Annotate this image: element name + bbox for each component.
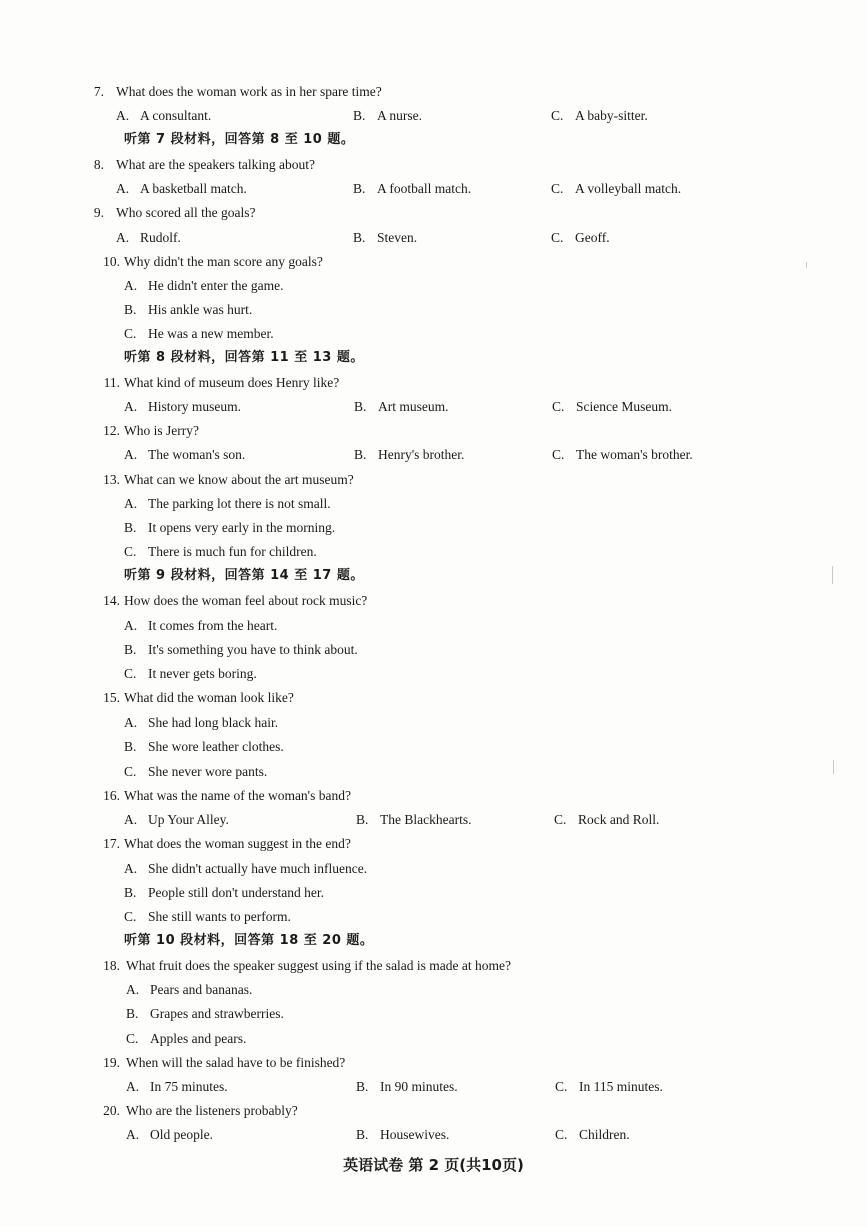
option-c	[554, 808, 659, 832]
option-label: B.	[356, 1079, 369, 1094]
option-text: She didn't actually have much influence.	[148, 861, 368, 876]
option-label: C.	[552, 399, 565, 414]
scan-mark	[833, 760, 834, 774]
option-label: A.	[124, 618, 138, 633]
question-7	[0, 80, 867, 104]
option-label: C.	[551, 230, 564, 245]
option-c	[0, 905, 867, 929]
option-label: B.	[124, 302, 137, 317]
scan-mark	[832, 566, 833, 584]
question-16	[0, 784, 867, 808]
question-number: 17.	[103, 836, 120, 851]
options-row	[0, 1075, 867, 1099]
question-text: Who is Jerry?	[124, 423, 199, 438]
option-label: C.	[124, 666, 137, 681]
section-instruction	[0, 564, 867, 588]
option-text: Up Your Alley.	[148, 812, 229, 827]
option-a	[0, 492, 867, 516]
option-label: A.	[124, 812, 138, 827]
option-label: B.	[353, 108, 366, 123]
question-number: 9.	[93, 205, 104, 220]
question-20	[0, 1099, 867, 1123]
option-text: In 90 minutes.	[380, 1079, 458, 1094]
question-17	[0, 832, 867, 856]
option-c	[552, 443, 693, 467]
option-text: Rock and Roll.	[578, 812, 660, 827]
option-a	[116, 226, 181, 250]
option-b	[0, 516, 867, 540]
option-b	[0, 1002, 867, 1026]
option-label: A.	[124, 278, 138, 293]
option-a	[0, 978, 867, 1002]
option-c	[555, 1075, 663, 1099]
options-row	[0, 1123, 867, 1147]
options-row	[0, 395, 867, 419]
question-number: 12.	[103, 423, 120, 438]
option-b	[354, 395, 449, 419]
option-text: A basketball match.	[140, 181, 247, 196]
question-text: What kind of museum does Henry like?	[124, 375, 340, 390]
option-label: B.	[356, 1127, 369, 1142]
question-number: 18.	[103, 958, 120, 973]
question-number: 20.	[103, 1103, 120, 1118]
option-text: It opens very early in the morning.	[148, 520, 336, 535]
question-text: What did the woman look like?	[124, 690, 294, 705]
option-a	[0, 614, 867, 638]
option-text: Housewives.	[380, 1127, 450, 1142]
option-text: The woman's son.	[148, 447, 246, 462]
question-text: What can we know about the art museum?	[124, 472, 354, 487]
option-label: A.	[124, 496, 138, 511]
option-text: Old people.	[150, 1127, 213, 1142]
option-a	[0, 274, 867, 298]
options-row	[0, 177, 867, 201]
options-row	[0, 808, 867, 832]
option-a	[124, 443, 245, 467]
question-8	[0, 153, 867, 177]
option-text: In 115 minutes.	[579, 1079, 663, 1094]
option-c	[0, 662, 867, 686]
question-number: 19.	[103, 1055, 120, 1070]
option-text: The Blackhearts.	[380, 812, 472, 827]
option-label: C.	[554, 812, 567, 827]
option-text: He was a new member.	[148, 326, 274, 341]
option-label: B.	[124, 885, 137, 900]
question-11	[0, 371, 867, 395]
question-text: Why didn't the man score any goals?	[124, 254, 323, 269]
option-c	[555, 1123, 630, 1147]
option-text: His ankle was hurt.	[148, 302, 253, 317]
option-text: A volleyball match.	[575, 181, 682, 196]
option-text: She never wore pants.	[148, 764, 268, 779]
option-label: C.	[555, 1079, 568, 1094]
option-text: Apples and pears.	[150, 1031, 247, 1046]
question-text: What fruit does the speaker suggest using if the salad is made at home?	[126, 958, 512, 973]
option-text: Art museum.	[378, 399, 449, 414]
option-text: The woman's brother.	[576, 447, 693, 462]
option-b	[0, 735, 867, 759]
question-9	[0, 201, 867, 225]
option-label: C.	[124, 909, 137, 924]
option-label: A.	[126, 982, 140, 997]
option-text: A football match.	[377, 181, 472, 196]
option-c	[0, 760, 867, 784]
option-text: In 75 minutes.	[150, 1079, 228, 1094]
instruction-text: 听第 8 段材料，回答第 11 至 13 题。	[124, 350, 364, 365]
option-label: B.	[124, 642, 137, 657]
question-text: What does the woman suggest in the end?	[124, 836, 351, 851]
question-19	[0, 1051, 867, 1075]
question-14	[0, 589, 867, 613]
option-c	[0, 322, 867, 346]
option-label: B.	[354, 447, 367, 462]
option-label: C.	[551, 108, 564, 123]
option-text: She had long black hair.	[148, 715, 279, 730]
option-text: History museum.	[148, 399, 241, 414]
option-b	[0, 638, 867, 662]
option-text: Henry's brother.	[378, 447, 465, 462]
option-text: A consultant.	[140, 108, 212, 123]
option-label: A.	[116, 230, 130, 245]
section-instruction	[0, 346, 867, 370]
option-label: C.	[124, 326, 137, 341]
question-18	[0, 954, 867, 978]
option-b	[0, 881, 867, 905]
option-label: B.	[356, 812, 369, 827]
page-footer: 英语试卷 第 2 页(共10页)	[343, 1156, 524, 1174]
option-label: B.	[353, 181, 366, 196]
question-number: 15.	[103, 690, 120, 705]
question-10	[0, 250, 867, 274]
option-label: B.	[124, 520, 137, 535]
question-number: 7.	[93, 84, 104, 99]
option-text: Pears and bananas.	[150, 982, 253, 997]
option-text: Geoff.	[575, 230, 610, 245]
question-text: Who are the listeners probably?	[126, 1103, 298, 1118]
options-row	[0, 443, 867, 467]
question-text: What are the speakers talking about?	[116, 157, 316, 172]
option-b	[353, 226, 417, 250]
option-a	[124, 808, 229, 832]
question-number: 13.	[103, 472, 120, 487]
option-label: B.	[124, 739, 137, 754]
option-text: Grapes and strawberries.	[150, 1006, 284, 1021]
question-text: When will the salad have to be finished?	[126, 1055, 346, 1070]
option-label: A.	[124, 399, 138, 414]
option-label: B.	[354, 399, 367, 414]
instruction-text: 听第 9 段材料，回答第 14 至 17 题。	[124, 568, 364, 583]
option-label: A.	[126, 1127, 140, 1142]
option-a	[0, 857, 867, 881]
section-instruction	[0, 929, 867, 953]
question-number: 16.	[103, 788, 120, 803]
option-text: It's something you have to think about.	[148, 642, 358, 657]
option-label: C.	[126, 1031, 139, 1046]
option-label: A.	[124, 861, 138, 876]
option-label: C.	[555, 1127, 568, 1142]
option-label: B.	[353, 230, 366, 245]
question-text: How does the woman feel about rock music?	[124, 593, 368, 608]
option-label: C.	[124, 764, 137, 779]
question-number: 8.	[93, 157, 104, 172]
option-c	[552, 395, 672, 419]
option-c	[0, 1027, 867, 1051]
option-text: Science Museum.	[576, 399, 672, 414]
question-12	[0, 419, 867, 443]
option-b	[356, 1075, 458, 1099]
option-label: A.	[116, 108, 130, 123]
option-label: C.	[552, 447, 565, 462]
option-b	[356, 808, 471, 832]
option-label: A.	[116, 181, 130, 196]
option-label: A.	[124, 715, 138, 730]
option-text: She still wants to perform.	[148, 909, 291, 924]
option-label: C.	[551, 181, 564, 196]
option-c	[551, 177, 681, 201]
question-number: 10.	[103, 254, 120, 269]
option-text: People still don't understand her.	[148, 885, 325, 900]
option-text: A baby-sitter.	[575, 108, 648, 123]
options-row	[0, 226, 867, 250]
question-text: What was the name of the woman's band?	[124, 788, 351, 803]
option-a	[116, 104, 211, 128]
option-label: A.	[126, 1079, 140, 1094]
option-b	[354, 443, 464, 467]
option-b	[0, 298, 867, 322]
question-number: 11.	[103, 375, 120, 390]
option-text: She wore leather clothes.	[148, 739, 284, 754]
question-text: What does the woman work as in her spare time?	[116, 84, 382, 99]
option-text: There is much fun for children.	[148, 544, 317, 559]
option-label: B.	[126, 1006, 139, 1021]
option-text: It never gets boring.	[148, 666, 257, 681]
option-text: The parking lot there is not small.	[148, 496, 331, 511]
option-text: Children.	[579, 1127, 630, 1142]
option-text: Steven.	[377, 230, 418, 245]
section-instruction	[0, 128, 867, 152]
option-text: Rudolf.	[140, 230, 181, 245]
question-text: Who scored all the goals?	[116, 205, 256, 220]
option-a	[126, 1075, 228, 1099]
scan-mark	[806, 262, 807, 268]
option-b	[353, 177, 471, 201]
option-b	[356, 1123, 449, 1147]
option-c	[551, 104, 648, 128]
option-text: It comes from the heart.	[148, 618, 278, 633]
instruction-text: 听第 10 段材料，回答第 18 至 20 题。	[124, 933, 374, 948]
option-a	[0, 711, 867, 735]
question-13	[0, 468, 867, 492]
option-label: A.	[124, 447, 138, 462]
question-number: 14.	[103, 593, 120, 608]
option-a	[116, 177, 247, 201]
option-c	[0, 540, 867, 564]
option-a	[126, 1123, 213, 1147]
question-15	[0, 686, 867, 710]
option-text: He didn't enter the game.	[148, 278, 284, 293]
option-c	[551, 226, 610, 250]
option-text: A nurse.	[377, 108, 422, 123]
options-row	[0, 104, 867, 128]
option-b	[353, 104, 422, 128]
instruction-text: 听第 7 段材料，回答第 8 至 10 题。	[124, 132, 355, 147]
option-label: C.	[124, 544, 137, 559]
option-a	[124, 395, 241, 419]
